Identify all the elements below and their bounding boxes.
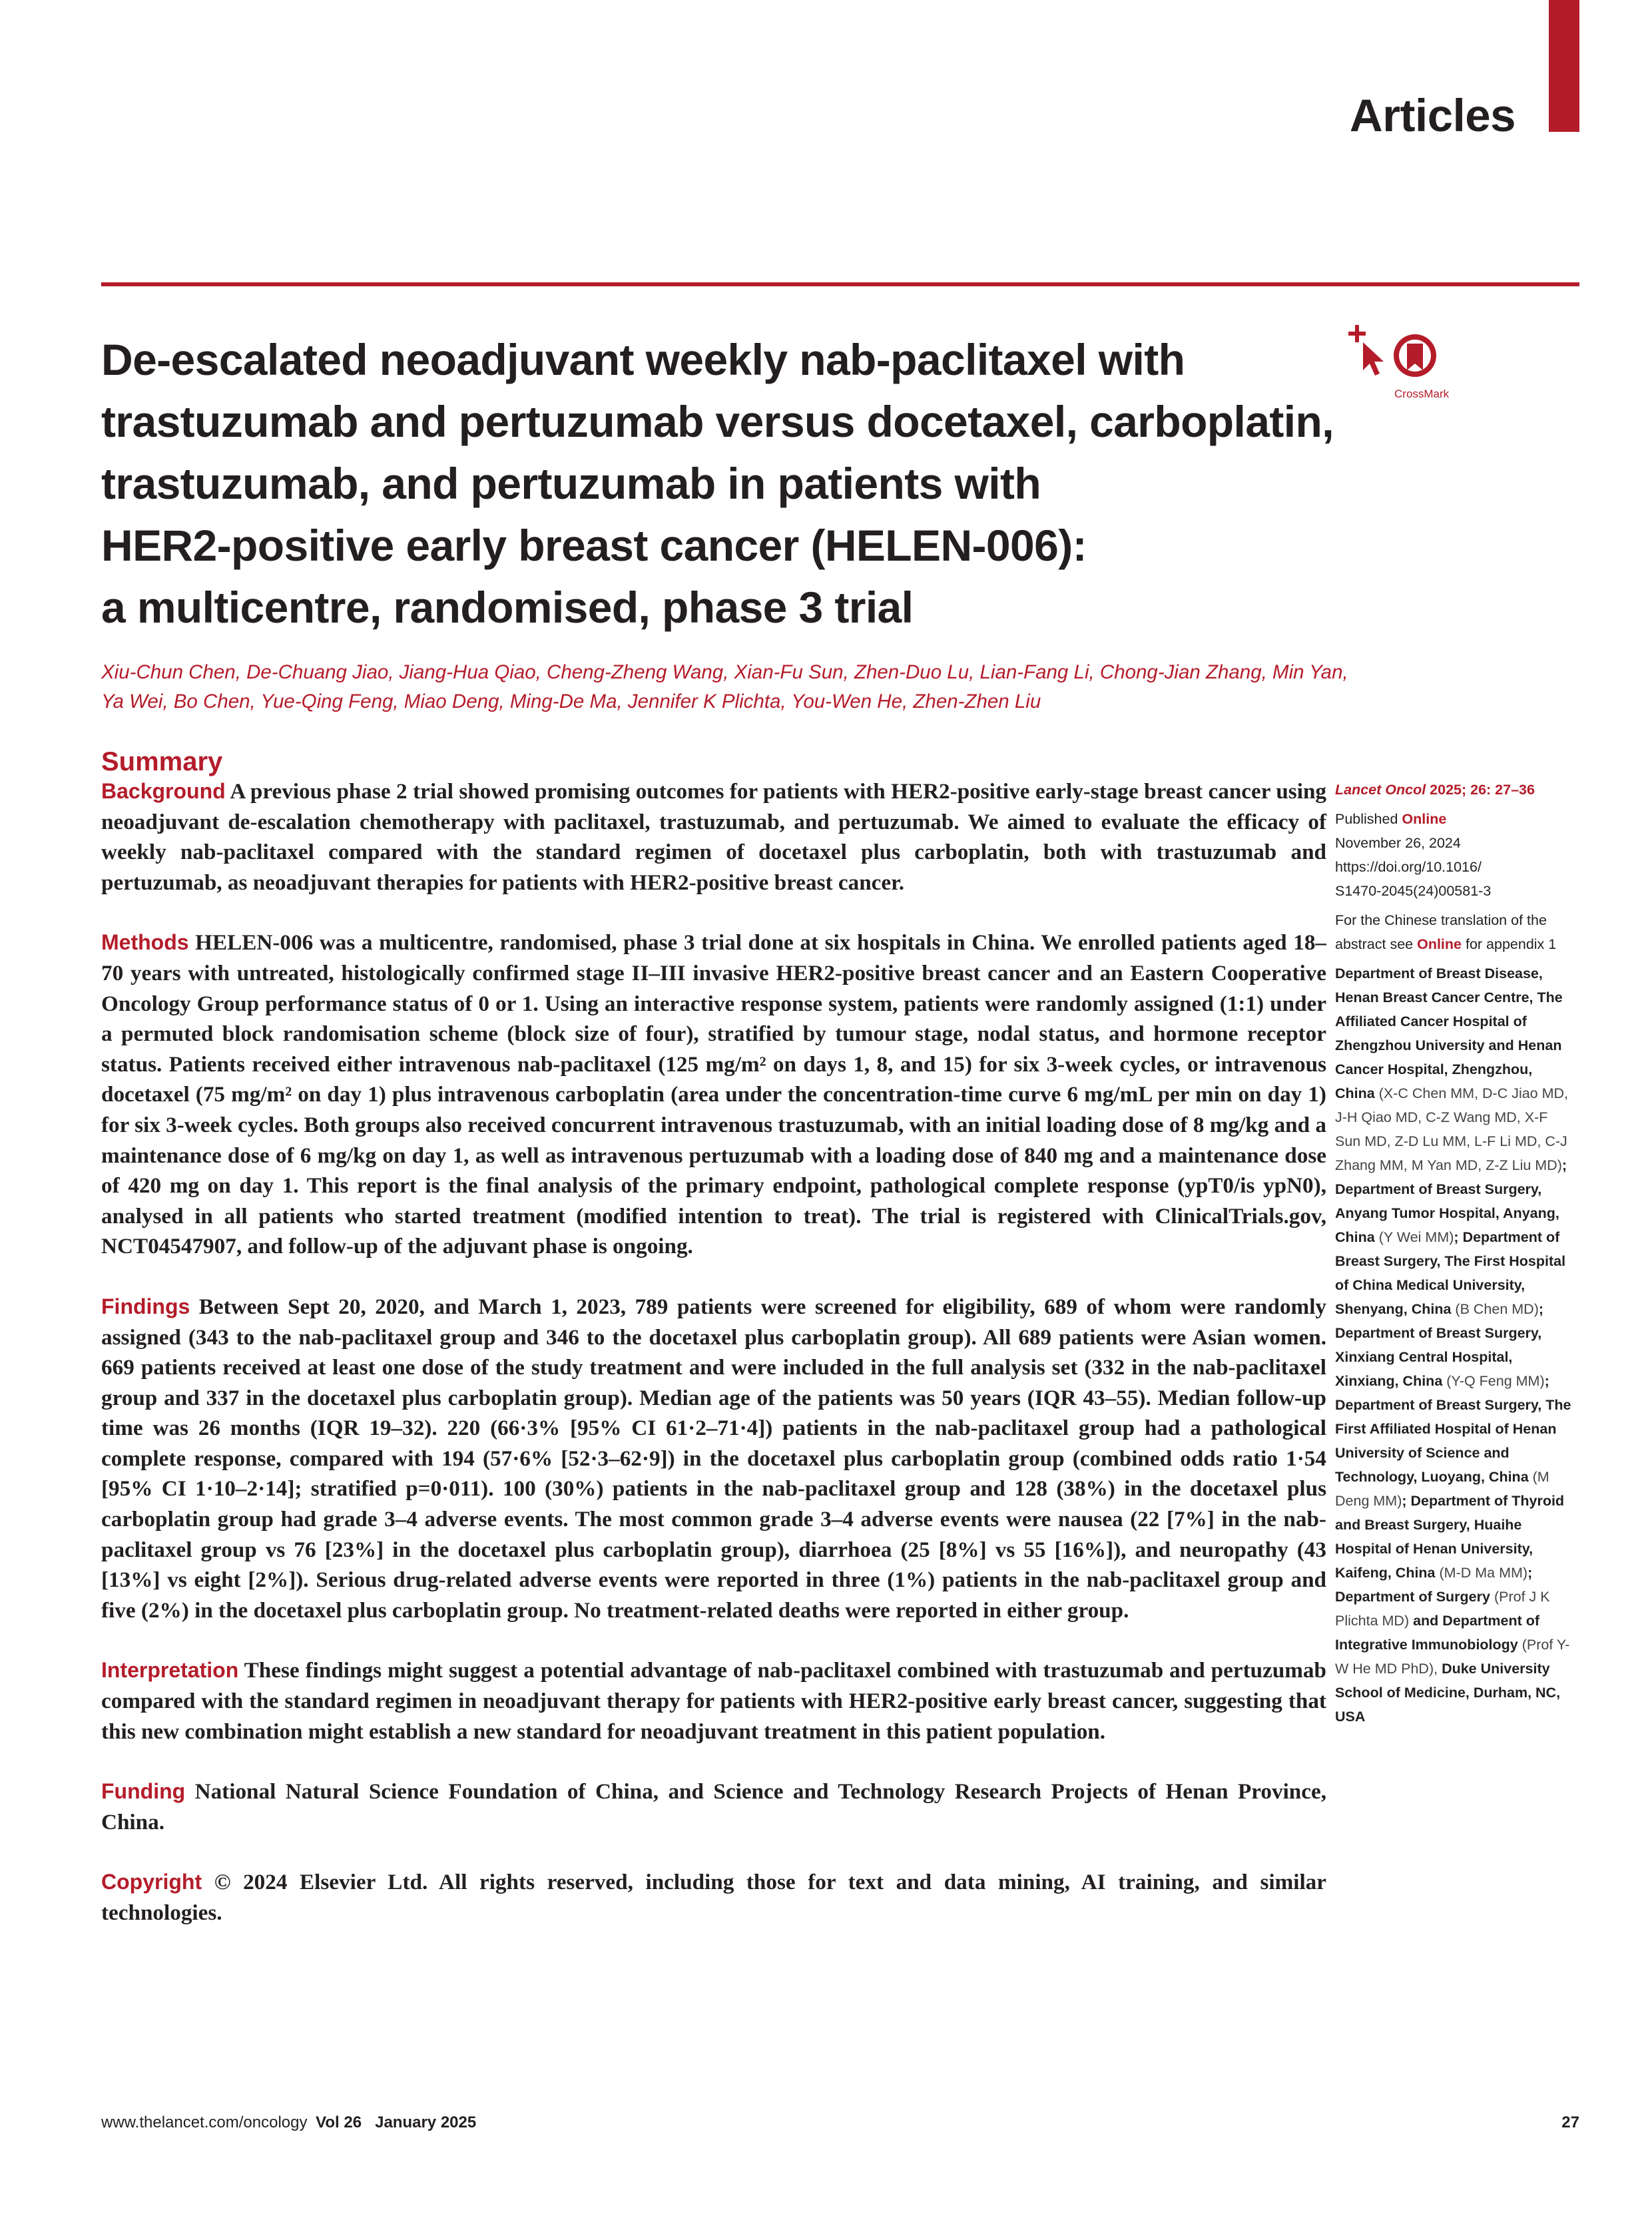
translation-note [1335,908,1575,956]
footer [101,2113,476,2132]
published-date: November 26, 2024 [1335,835,1461,851]
findings-text: Between Sept 20, 2020, and March 1, 2023, 789 patients were screened for eligibility, 689 of whom were randomly assigned (343 to the nab-paclitaxel group and 346 to the docetaxel plus carboplatin group). All 689 patients were Asian women. 669 patients received at least one dose of the study treatment and were included in the full analysis set (332 in the nab-paclitaxel group and 337 in the docetaxel plus carboplatin group). Median age of the patients was 50 years (IQR 43–55). Median follow-up time was 26 months (IQR 19–32). 220 (66·3% [95% CI 61·2–71·4]) patients in the nab-paclitaxel group had a pathological complete response, compared with 194 (57·6% [52·3–62·9]) in the docetaxel plus carboplatin group (combined odds ratio 1·54 [95% CI 1·10–2·14]; stratified p=0·011). 100 (30%) patients in the nab-paclitaxel group and 128 (38%) in the docetaxel plus carboplatin group had grade 3–4 adverse events. The most common grade 3–4 adverse events were nausea (22 [7%] in the nab-paclitaxel group vs 76 [23%] in the docetaxel plus carboplatin group), diarrhoea (25 [8%] vs 55 [16%]), and neuropathy (43 [13%] vs eight [2%]). Serious drug-related adverse events were reported in three (1%) patients in the nab-paclitaxel group and five (2%) in the docetaxel plus carboplatin group. No treatment-related deaths were reported in either group. [101,1294,1327,1623]
published-online-link[interactable]: Online [1402,811,1447,827]
abstract-findings [101,1292,1326,1626]
affiliation-people: (Y-Q Feng MM) [1446,1373,1545,1389]
title-line: De-escalated neoadjuvant weekly nab-paclitaxel with [101,335,1185,384]
abstract-copyright [101,1867,1326,1928]
citation-ref: 2025; 26: 27–36 [1426,782,1535,798]
affiliation-people: (Prof J K Plichta MD) [1335,1589,1550,1629]
title-line: trastuzumab, and pertuzumab in patients with [101,459,1041,508]
affiliation-name: Department of Breast Surgery, Xinxiang Central Hospital, Xinxiang, China [1335,1325,1542,1389]
publication-info [1335,807,1575,903]
translation-prefix: For the Chinese translation of the abstract see [1335,912,1547,952]
translation-suffix: for appendix 1 [1462,936,1557,952]
citation-journal: Lancet Oncol [1335,782,1426,798]
footer-volume: Vol 26 January 2025 [316,2113,477,2131]
interpretation-label: Interpretation [101,1658,239,1683]
affiliation-people: (M Deng MM) [1335,1469,1549,1509]
funding-label: Funding [101,1779,186,1804]
affiliation-sep: Duke University School of Medicine, Durham, NC, USA [1335,1661,1561,1725]
doi-line[interactable]: https://doi.org/10.1016/ [1335,859,1482,875]
crossmark-label: CrossMark [1394,388,1450,400]
affiliation-people: (Y Wei MM) [1378,1229,1454,1245]
footer-url[interactable]: www.thelancet.com/oncology [101,2113,308,2131]
affiliation-sep: ; [1402,1493,1407,1509]
abstract [101,776,1326,1958]
copyright-label: Copyright [101,1870,202,1894]
affiliation-name: Department of Breast Surgery, The First Affiliated Hospital of Henan University of Science and Technology, Luoyang, China [1335,1397,1571,1485]
interpretation-text: These findings might suggest a potential advantage of nab-paclitaxel combined with trastuzumab and pertuzumab compared with the standard regimen in neoadjuvant therapy for patients with HER2-positive early breast cancer, suggesting that this new combination might establish a new standard for neoadjuvant treatment in this patient population. [101,1658,1326,1744]
abstract-background [101,776,1326,898]
affiliation-people: (Prof Y-W He MD PhD), [1335,1637,1570,1677]
margin-notes [1335,778,1575,1734]
affiliation-name: Department of Breast Surgery, Anyang Tumor Hospital, Anyang, China [1335,1181,1559,1245]
published-prefix: Published [1335,811,1402,827]
affiliation-sep: ; [1538,1301,1544,1317]
title-line: a multicentre, randomised, phase 3 trial [101,583,914,632]
affiliation-sep: ; [1561,1157,1567,1173]
section-color-tab [1549,0,1579,132]
page-number: 27 [1561,2113,1579,2131]
summary-heading: Summary [101,747,223,776]
affiliation-name: Department of Breast Disease, Henan Breast Cancer Centre, The Affiliated Cancer Hospital of Zhengzhou University and Henan Cancer Hospital, Zhengzhou, China [1335,966,1563,1101]
article-title [101,329,1366,639]
abstract-interpretation [101,1655,1326,1747]
funding-text: National Natural Science Foundation of China, and Science and Technology Research Projects of Henan Province, China. [101,1779,1326,1834]
affiliation-sep: ; [1527,1565,1533,1581]
affiliation-sep: ; [1544,1373,1549,1389]
affiliation-sep: ; [1454,1229,1459,1245]
author-line: Ya Wei, Bo Chen, Yue-Qing Feng, Miao Deng, Ming-De Ma, Jennifer K Plichta, You-Wen He, Zhen-Zhen Liu [101,691,1041,712]
affiliation-people: (B Chen MD) [1455,1301,1539,1317]
copyright-text: © 2024 Elsevier Ltd. All rights reserved, including those for text and data mining, AI training, and similar technologies. [101,1870,1326,1925]
abstract-methods [101,928,1326,1262]
methods-label: Methods [101,930,189,955]
affiliation-name: Department of Breast Surgery, The First Hospital of China Medical University, Shenyang, China [1335,1229,1566,1317]
affiliation-name: Department of Thyroid and Breast Surgery, Huaihe Hospital of Henan University, Kaifeng, China [1335,1493,1565,1581]
background-label: Background [101,779,226,803]
translation-online-link[interactable]: Online [1417,936,1462,952]
abstract-funding [101,1777,1326,1837]
affiliations [1335,962,1575,1729]
background-text: A previous phase 2 trial showed promising outcomes for patients with HER2-positive early-stage breast cancer using neoadjuvant de-escalation chemotherapy with paclitaxel, trastuzumab, and pertuzumab. We aimed to evaluate the efficacy of weekly nab-paclitaxel compared with the standard regimen of docetaxel plus carboplatin, both with trastuzumab and pertuzumab, as neoadjuvant therapies for patients with HER2-positive breast cancer. [101,779,1326,895]
affiliation-people: (X-C Chen MM, D-C Jiao MD, J-H Qiao MD, C-Z Wang MD, X-F Sun MD, Z-D Lu MM, L-F Li MD, C-J Zhang MM, M Yan MD, Z-Z Liu MD) [1335,1085,1569,1173]
title-line: HER2-positive early breast cancer (HELEN-006): [101,521,1087,570]
author-line: Xiu-Chun Chen, De-Chuang Jiao, Jiang-Hua Qiao, Cheng-Zheng Wang, Xian-Fu Sun, Zhen-Duo Lu, Lian-Fang Li, Chong-Jian Zhang, Min Yan, [101,661,1348,683]
affiliation-sep: and [1409,1613,1439,1629]
title-line: trastuzumab and pertuzumab versus docetaxel, carboplatin, [101,397,1334,446]
section-label: Articles [1349,90,1515,141]
affiliation-people: (M-D Ma MM) [1439,1565,1528,1581]
author-list [101,658,1348,716]
affiliation-name: Department of Integrative Immunobiology [1335,1613,1540,1653]
findings-label: Findings [101,1294,190,1318]
affiliation-name: Department of Surgery [1335,1589,1490,1605]
citation [1335,778,1575,802]
header-rule [101,282,1579,286]
methods-text: HELEN-006 was a multicentre, randomised, phase 3 trial done at six hospitals in China. We enrolled patients aged 18–70 years with untreated, histologically confirmed stage II–III invasive HER2-positive breast cancer and an Eastern Cooperative Oncology Group performance status of 0 or 1. Using an interactive response system, patients were randomly assigned (1:1) under a permuted block randomisation scheme (block size of four), stratified by tumour stage, nodal status, and hormone receptor status. Patients received either intravenous nab-paclitaxel (125 mg/m² on days 1, 8, and 15) for six 3-week cycles, or intravenous docetaxel (75 mg/m² on day 1) plus intravenous carboplatin (area under the concentration-time curve 6 mg/mL per min on day 1) for six 3-week cycles. Both groups also received concurrent intravenous trastuzumab, with an initial loading dose of 8 mg/kg and a maintenance dose of 6 mg/kg on day 1, as well as intravenous pertuzumab with a loading dose of 840 mg and a maintenance dose of 420 mg on day 1. This report is the final analysis of the primary endpoint, pathological complete response (ypT0/is ypN0), analysed in all patients who started treatment (modified intention to treat). The trial is registered with ClinicalTrials.gov, NCT04547907, and follow-up of the adjuvant phase is ongoing. [101,930,1327,1259]
doi-line[interactable]: S1470-2045(24)00581-3 [1335,883,1492,899]
